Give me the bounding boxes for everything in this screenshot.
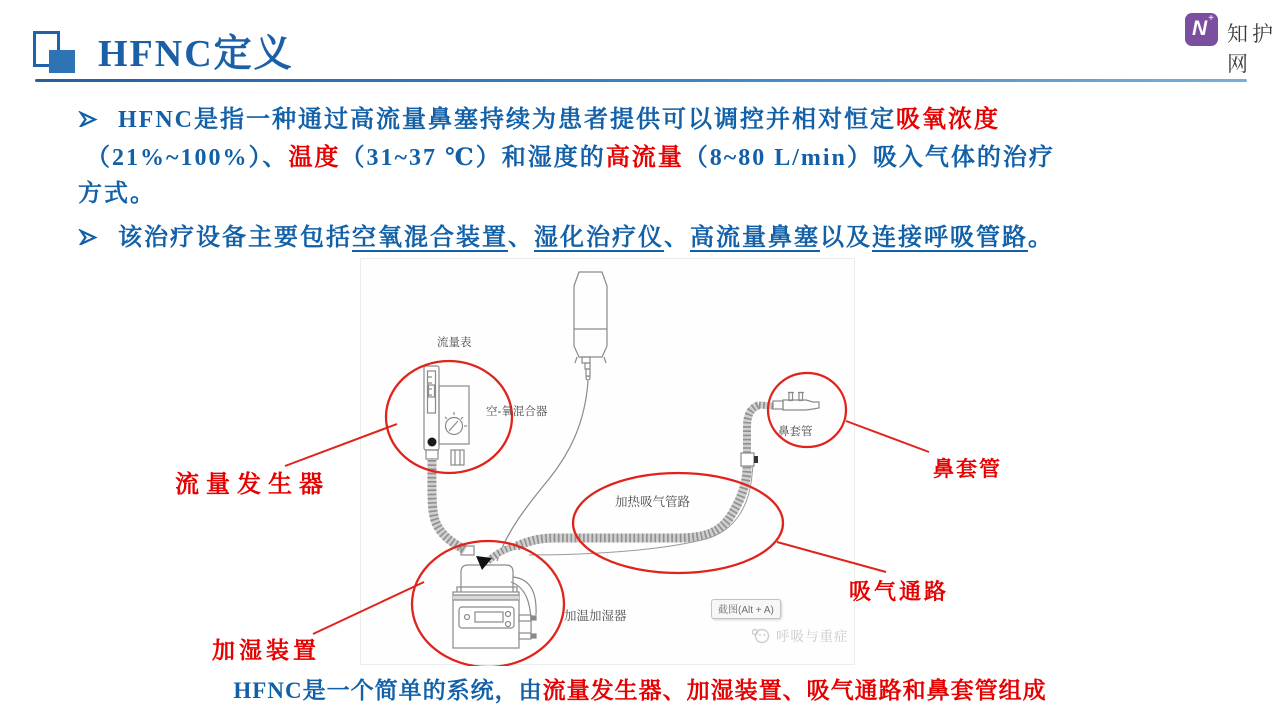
screenshot-button[interactable]: 截图(Alt + A) — [711, 599, 781, 619]
bullet2-term-blender: 空氧混合装置 — [352, 225, 508, 251]
hfnc-equipment-diagram — [360, 258, 855, 665]
page-title: HFNC定义 — [98, 33, 294, 75]
bullet1-text: （31~37 ℃）和湿度的 — [340, 145, 606, 171]
title-divider — [35, 79, 1247, 82]
bullet1-line3 — [78, 173, 156, 208]
watermark-panda-icon — [751, 627, 771, 644]
watermark-text: 呼吸与重症 — [776, 629, 849, 644]
bullet2-term-humidifier: 湿化治疗仪 — [534, 225, 664, 251]
bullet1-text: （8~80 L/min）吸入气体的治疗 — [683, 145, 1055, 171]
diagram-label-humidifier: 加温加湿器 — [564, 609, 627, 623]
annotation-label-flow-generator: 流量发生器 — [175, 472, 330, 498]
heated-inspiratory-tube — [517, 405, 759, 555]
bullet1-text-red: 高流量 — [605, 145, 684, 171]
diagram-label-heated-tube: 加热吸气管路 — [615, 495, 691, 509]
bullet2-term-cannula: 高流量鼻塞 — [690, 225, 820, 251]
bullet1-line2 — [86, 137, 1055, 172]
watermark — [751, 625, 849, 645]
bullet1-text-red: 温度 — [288, 145, 341, 171]
bullet2-sep: 、 — [664, 225, 690, 251]
logo-letter: N — [1192, 17, 1208, 40]
arrow-bullet-icon — [78, 111, 98, 127]
annotation-label-humidify-device: 加湿装置 — [212, 638, 320, 663]
diagram-label-cannula: 鼻套管 — [778, 426, 813, 438]
diagram-art — [361, 259, 856, 666]
bullet1-text: （21%~100%）、 — [86, 145, 289, 171]
bullet1-text-red: 吸氧浓度 — [896, 107, 1000, 133]
diagram-label-flow-meter: 流量表 — [437, 337, 472, 349]
bullet2-sep: 、 — [508, 225, 534, 251]
bullet2-term-circuit: 连接呼吸管路 — [872, 225, 1028, 251]
bullet1-text-blue: HFNC是指一种通过高流量鼻塞持续为患者提供可以调控并相对恒定 — [118, 107, 896, 133]
title-square-filled-icon — [49, 50, 75, 73]
logo-icon — [1185, 13, 1218, 46]
callout-line-nasal-cannula — [846, 421, 929, 452]
bullet1-text: 方式。 — [78, 181, 156, 207]
bullet1-line1 — [78, 99, 1000, 134]
brand-name: 知护网 — [1227, 23, 1277, 76]
bullet2-period: 。 — [1028, 225, 1054, 251]
diagram-label-blender: 空-氧混合器 — [486, 406, 548, 418]
bullet2-line — [78, 217, 1054, 252]
caption-red: 流量发生器、加湿装置、吸气通路和鼻套管组成 — [542, 678, 1047, 703]
annotation-label-inspiratory-path: 吸气通路 — [849, 579, 950, 604]
circle-inspiratory-path — [573, 473, 783, 573]
annotation-label-nasal-cannula: 鼻套管 — [933, 457, 1002, 481]
arrow-bullet-icon — [78, 229, 98, 245]
bottom-caption — [0, 672, 1280, 705]
bullet2-conj: 以及 — [820, 225, 872, 251]
caption-blue: HFNC是一个简单的系统，由 — [233, 678, 543, 703]
logo-sparkle-icon: + — [1208, 13, 1214, 24]
humidifier-device — [453, 546, 536, 648]
flow-meter-blender — [424, 366, 469, 465]
bullet2-text: 该治疗设备主要包括 — [118, 225, 352, 251]
